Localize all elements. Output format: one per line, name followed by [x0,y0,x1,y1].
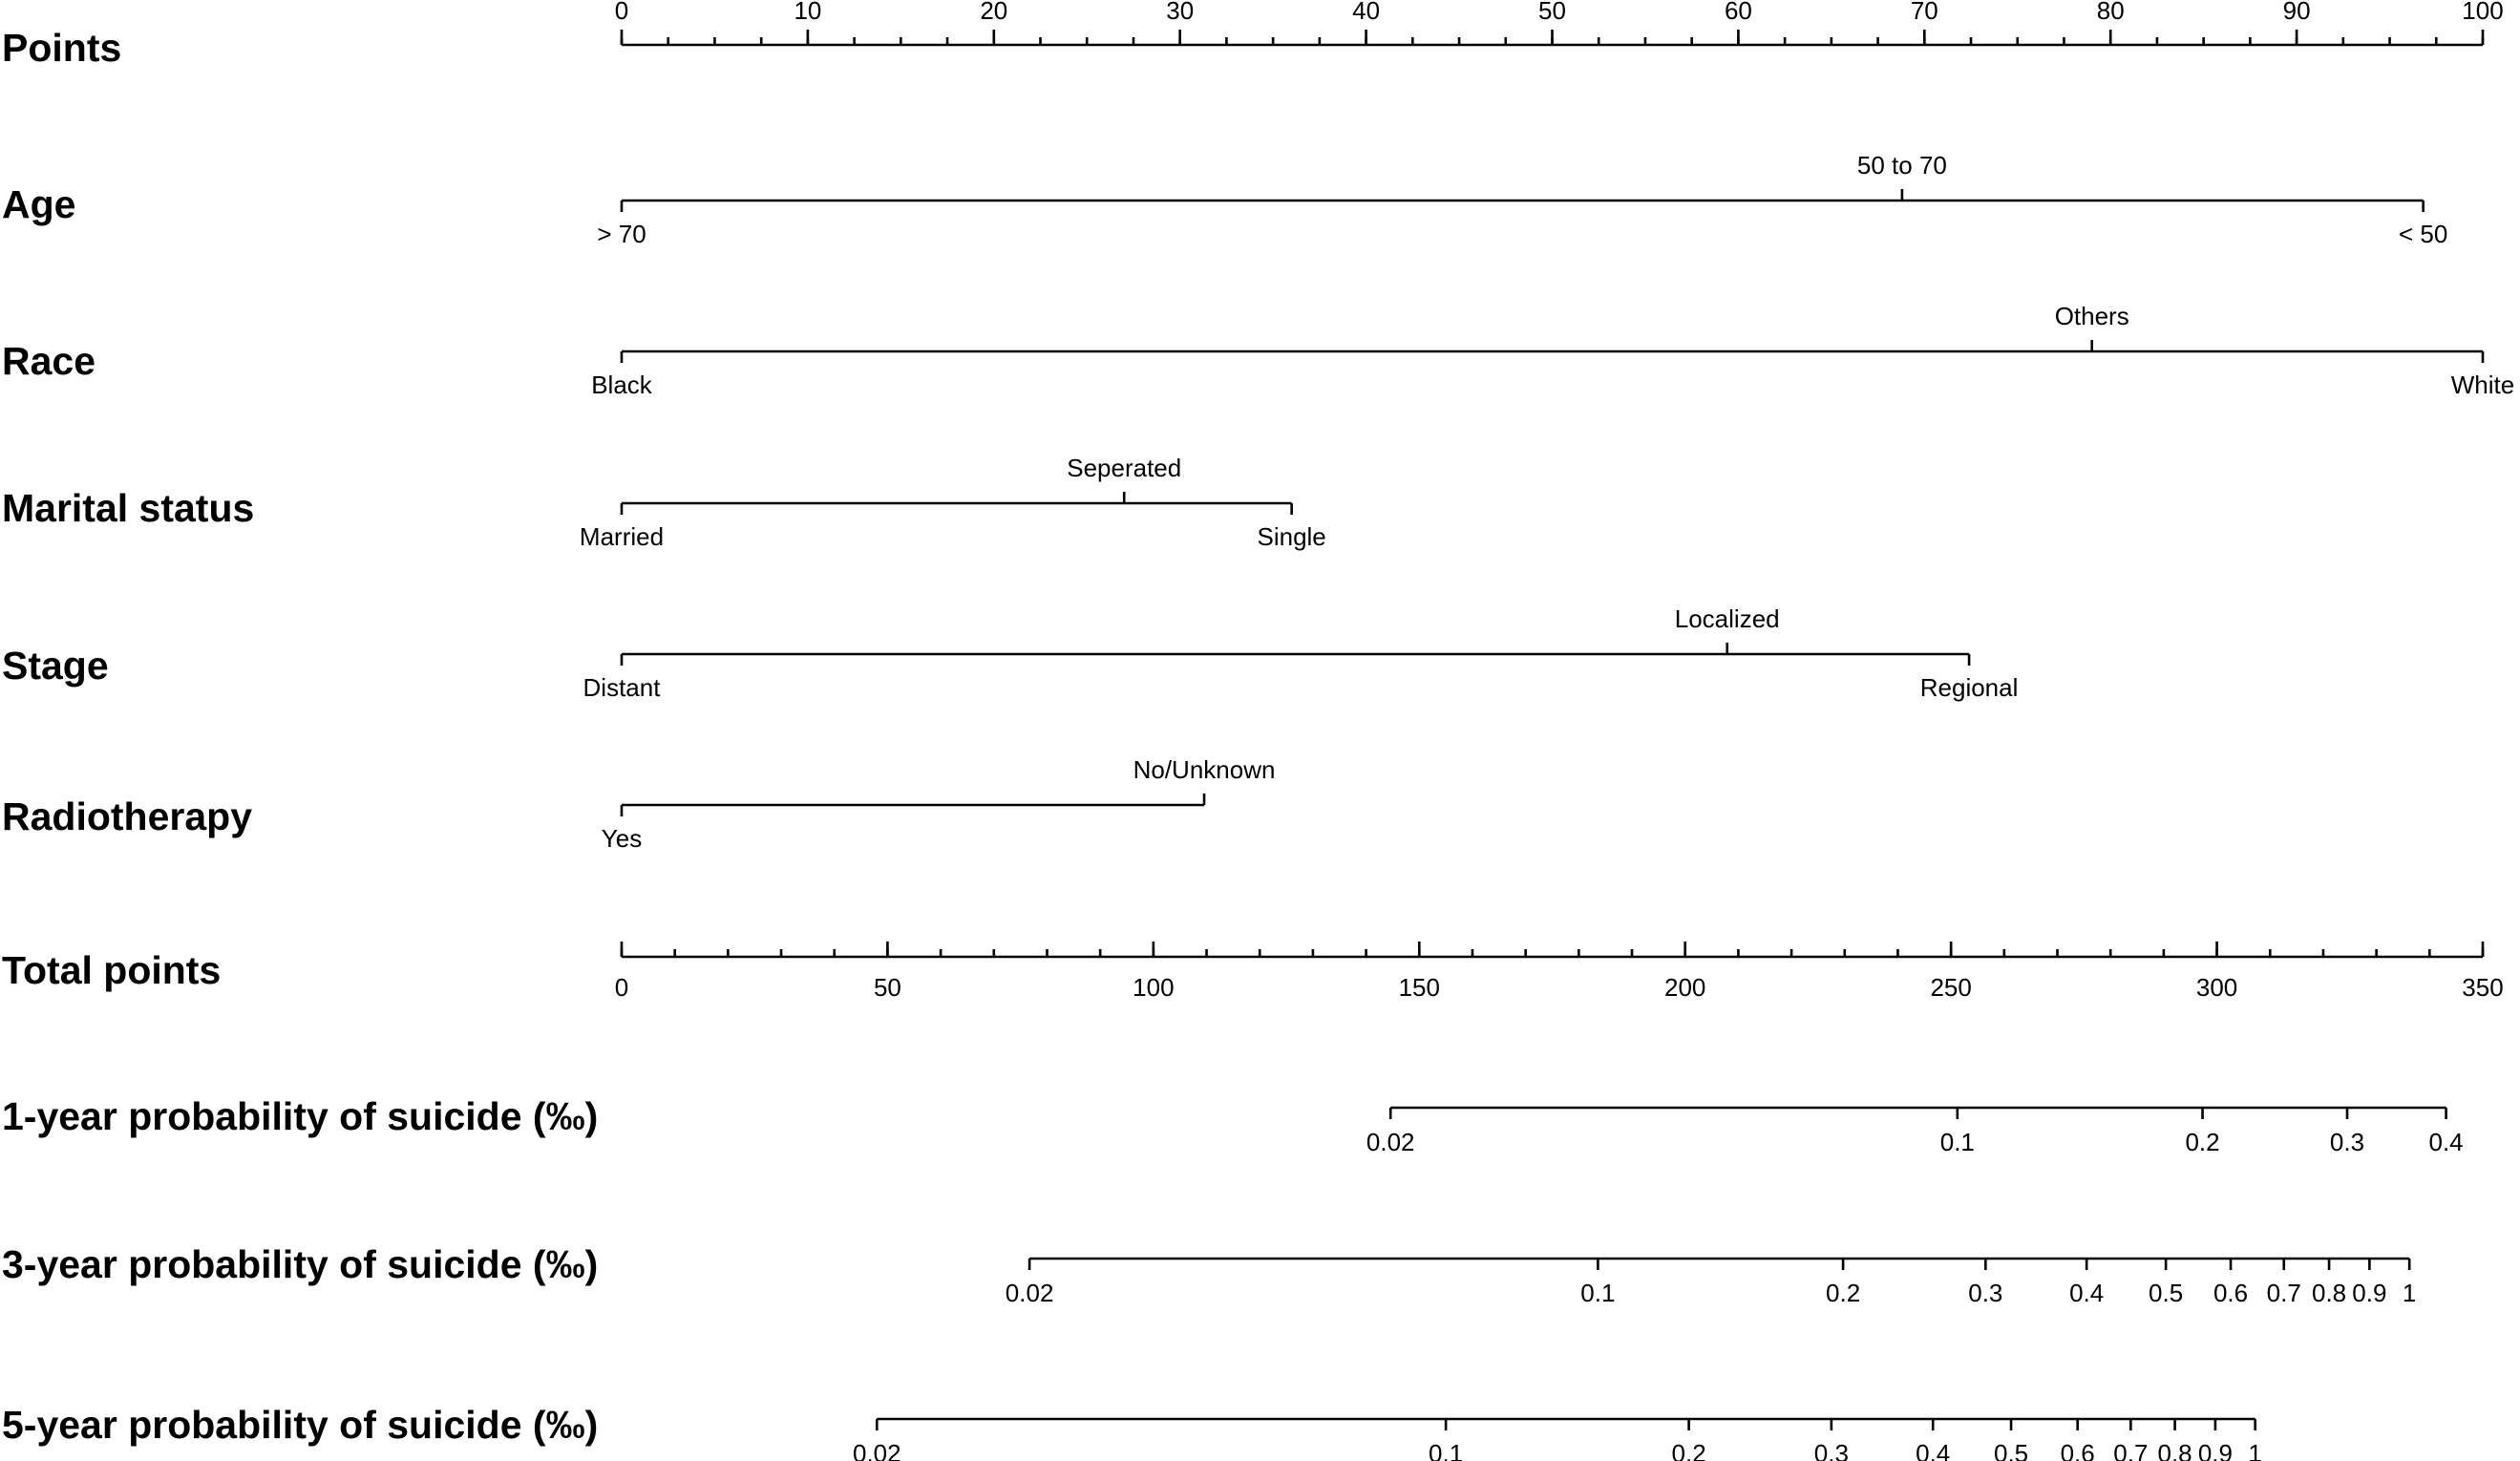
prob1-tick-label: 0.2 [2185,1128,2220,1156]
stage-level-label: Distant [582,673,661,702]
age-level-label: 50 to 70 [1856,151,1947,180]
points-tick-label: 60 [1724,0,1752,25]
row-label-prob3: 3-year probability of suicide (‰) [2,1242,599,1286]
prob5-tick-label: 0.02 [852,1439,901,1461]
prob1-tick-label: 0.3 [2329,1128,2365,1156]
prob5-tick-label: 0.2 [1671,1439,1706,1461]
total-tick-label: 200 [1664,973,1706,1002]
row-label-race: Race [2,339,96,383]
radiotherapy-level-label: No/Unknown [1133,755,1276,784]
points-tick-label: 0 [614,0,629,25]
total-tick-label: 250 [1930,973,1972,1002]
prob3-tick-label: 0.02 [1005,1279,1054,1307]
stage-level-label: Regional [1919,673,2019,702]
prob5-tick-label: 0.6 [2060,1439,2095,1461]
prob1-tick-label: 0.02 [1366,1128,1415,1156]
axes [580,0,2514,1461]
race-level-label: Black [591,371,652,399]
row-label-total: Total points [2,948,222,992]
row-label-prob5: 5-year probability of suicide (‰) [2,1403,599,1447]
points-tick-label: 80 [2096,0,2125,25]
prob5-tick-label: 0.8 [2157,1439,2192,1461]
total-tick-label: 0 [614,973,629,1002]
row-label-prob1: 1-year probability of suicide (‰) [2,1094,599,1138]
prob1-tick-label: 0.4 [2428,1128,2464,1156]
prob5-tick-label: 0.3 [1813,1439,1849,1461]
prob5-tick-label: 1 [2248,1439,2262,1461]
prob5-tick-label: 0.9 [2197,1439,2233,1461]
race-level-label: White [2450,371,2515,399]
row-label-points: Points [2,26,122,70]
prob5-tick-label: 0.1 [1429,1439,1464,1461]
marital-level-label: Married [579,522,665,551]
prob5-tick-label: 0.7 [2113,1439,2149,1461]
marital-level-label: Single [1257,522,1326,551]
radiotherapy-level-label: Yes [601,824,643,853]
prob3-tick-label: 0.6 [2213,1279,2249,1307]
age-level-label: > 70 [597,220,646,248]
prob3-tick-label: 0.2 [1826,1279,1861,1307]
prob3-tick-label: 1 [2402,1279,2417,1307]
points-tick-label: 30 [1166,0,1195,25]
total-tick-label: 150 [1398,973,1440,1002]
prob3-tick-label: 0.3 [1968,1279,2003,1307]
prob5-tick-label: 0.5 [1993,1439,2029,1461]
total-tick-label: 50 [873,973,901,1002]
points-tick-label: 40 [1352,0,1381,25]
prob3-tick-label: 0.9 [2352,1279,2387,1307]
points-tick-label: 70 [1910,0,1938,25]
prob3-tick-label: 0.5 [2149,1279,2184,1307]
points-tick-label: 90 [2282,0,2311,25]
marital-level-label: Seperated [1067,454,1182,482]
stage-level-label: Localized [1674,604,1780,633]
row-label-radiotherapy: Radiotherapy [2,794,252,838]
total-tick-label: 350 [2462,973,2504,1002]
prob3-tick-label: 0.7 [2266,1279,2301,1307]
row-label-stage: Stage [2,644,109,688]
total-tick-label: 100 [1133,973,1175,1002]
race-level-label: Others [2054,302,2129,330]
row-label-age: Age [2,182,76,226]
age-level-label: < 50 [2398,220,2448,248]
prob3-tick-label: 0.4 [2069,1279,2105,1307]
total-tick-label: 300 [2195,973,2238,1002]
points-tick-label: 50 [1538,0,1566,25]
prob1-tick-label: 0.1 [1939,1128,1975,1156]
row-labels [2,26,598,1447]
points-tick-label: 10 [794,0,822,25]
row-label-marital: Marital status [2,486,255,530]
points-tick-label: 100 [2462,0,2504,25]
prob3-tick-label: 0.8 [2311,1279,2347,1307]
points-tick-label: 20 [980,0,1008,25]
prob3-tick-label: 0.1 [1580,1279,1616,1307]
prob5-tick-label: 0.4 [1916,1439,1951,1461]
